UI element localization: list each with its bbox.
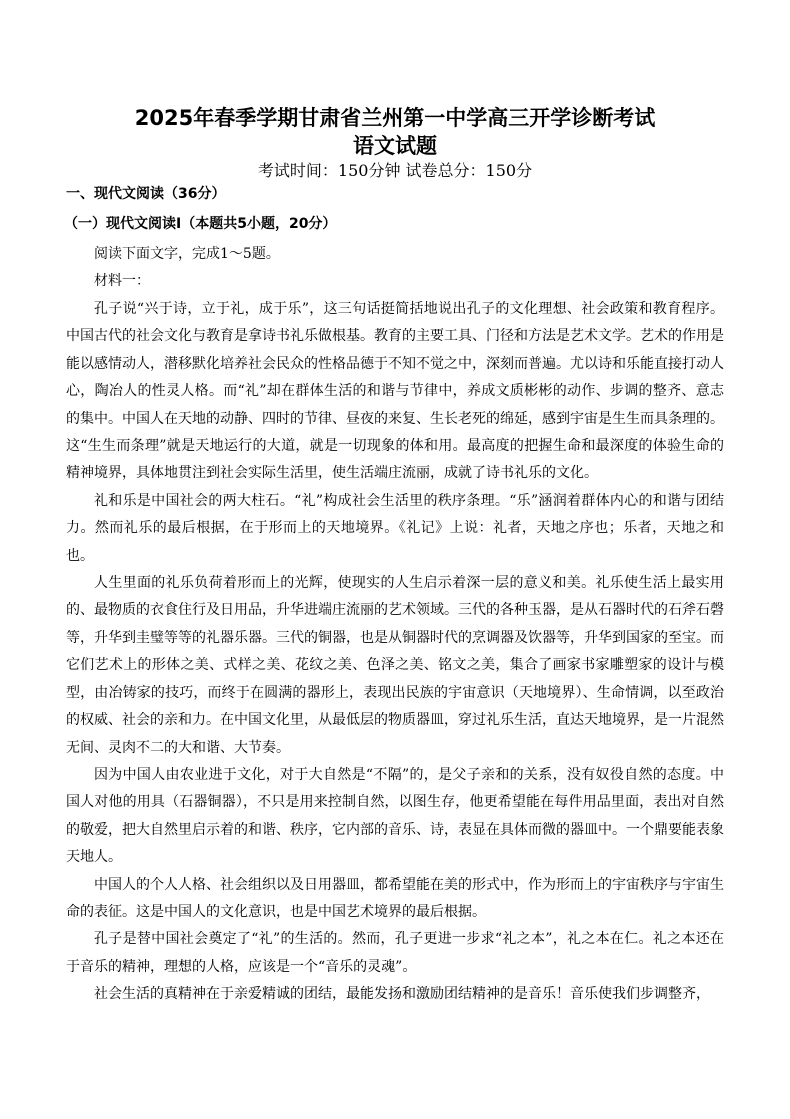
- exam-subject: 语文试题: [353, 134, 437, 158]
- material-body: [66, 296, 724, 1009]
- paragraph: 社会生活的真精神在于亲爱精诚的团结，最能发扬和激励团结精神的是音乐！音乐使我们步调整齐，: [94, 986, 710, 1003]
- paragraph: 孔子说“兴于诗，立于礼，成于乐”，这三句话挺简括地说出孔子的文化理想、社会政策和教育程序。中国古代的社会文化与教育是拿诗书礼乐做根基。教育的主要工具、门径和方法是艺术文学。艺术的作用是能以感情动人，潜移默化培养社会民众的性格品德于不知不觉之中，深刻而普遍。尤以诗和乐能直接打动人心，陶冶人的性灵人格。而“礼”却在群体生活的和谐与节律中，养成文质彬彬的动作、步调的整齐、意志的集中。中国人在天地的动静、四时的节律、昼夜的来复、生长老死的绵延，感到宇宙是生生而具条理的。这“生生而条理”就是天地运行的大道，就是一切现象的体和用。最高度的把握生命和最深度的体验生命的精神境界，具体地贯注到社会实际生活里，使生活端庄流丽，成就了诗书礼乐的文化。: [66, 301, 724, 482]
- paragraph: 因为中国人由农业进于文化，对于大自然是“不隔”的，是父子亲和的关系，没有奴役自然的态度。中国人对他的用具（石器铜器），不只是用来控制自然，以图生存，他更希望能在每件用品里面，表出对自然的敬爱，把大自然里启示着的和谐、秩序，它内部的音乐、诗，表显在具体而微的器皿中。一个鼎要能表象天地人。: [66, 766, 724, 866]
- reading-instruction: 阅读下面文字，完成1～5题。: [94, 246, 280, 262]
- paragraph: 人生里面的礼乐负荷着形而上的光辉，使现实的人生启示着深一层的意义和美。礼乐使生活上最实用的、最物质的衣食住行及日用品，升华进端庄流丽的艺术领域。三代的各种玉器，是从石器时代的石斧石磬等，升华到圭璧等等的礼器乐器。三代的铜器，也是从铜器时代的烹调器及饮器等，升华到国家的至宝。而它们艺术上的形体之美、式样之美、花纹之美、色泽之美、铭文之美，集合了画家书家雕塑家的设计与模型，由冶铸家的技巧，而终于在圆满的器形上，表现出民族的宇宙意识（天地境界）、生命情调，以至政治的权威、社会的亲和力。在中国文化里，从最低层的物质器皿，穿过礼乐生活，直达天地境界，是一片混然无间、灵肉不二的大和谐、大节奏。: [66, 575, 724, 756]
- paragraph: 中国人的个人人格、社会组织以及日用器皿，都希望能在美的形式中，作为形而上的宇宙秩序与宇宙生命的表征。这是中国人的文化意识，也是中国艺术境界的最后根据。: [66, 876, 724, 920]
- exam-title: 2025年春季学期甘肃省兰州第一中学高三开学诊断考试: [134, 106, 656, 130]
- material-label: 材料一：: [94, 273, 150, 289]
- paragraph: 孔子是替中国社会奠定了“礼”的生活的。然而，孔子更进一步求“礼之本”，礼之本在仁。礼之本还在于音乐的精神，理想的人格，应该是一个“音乐的灵魂”。: [66, 931, 724, 975]
- exam-time-and-score: 考试时间：150分钟 试卷总分：150分: [257, 161, 533, 180]
- section-heading-modern-reading: 一、现代文阅读（36分）: [66, 186, 226, 202]
- paragraph: 礼和乐是中国社会的两大柱石。“礼”构成社会生活里的秩序条理。“乐”涵润着群体内心的和谐与团结力。然而礼乐的最后根据，在于形而上的天地境界。《礼记》上说：礼者，天地之序也；乐者，天地之和也。: [66, 492, 724, 564]
- subsection-heading-reading-1: （一）现代文阅读Ⅰ（本题共5小题，20分）: [64, 216, 337, 232]
